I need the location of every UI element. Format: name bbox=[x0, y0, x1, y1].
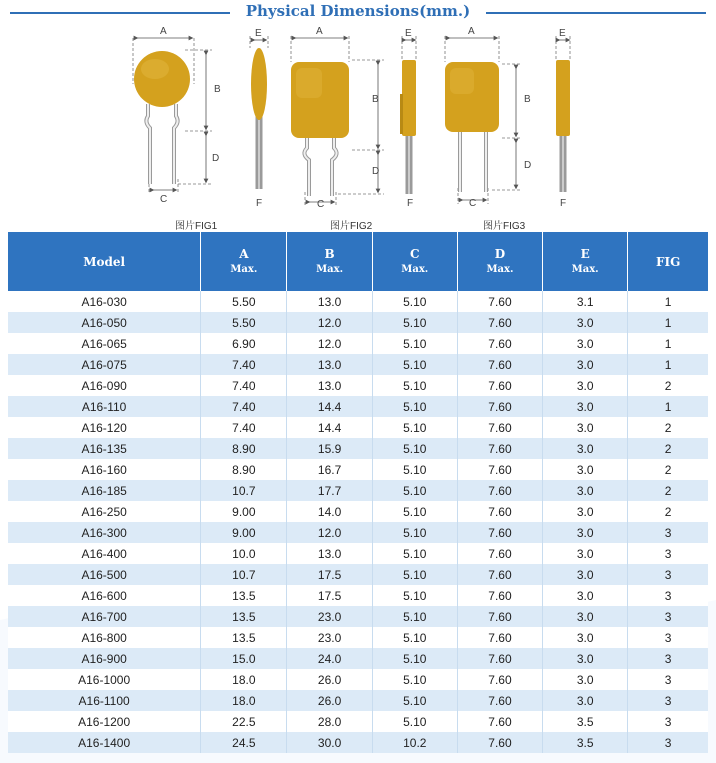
table-row bbox=[8, 417, 708, 438]
column-header-b bbox=[287, 232, 372, 291]
table-cell: 7.60 bbox=[457, 669, 542, 690]
table-cell: 3.0 bbox=[543, 480, 628, 501]
table-cell: 7.60 bbox=[457, 459, 542, 480]
table-cell: 3.5 bbox=[543, 732, 628, 753]
column-header-a bbox=[201, 232, 287, 291]
table-cell: 13.0 bbox=[287, 375, 372, 396]
table-cell: A16-900 bbox=[8, 648, 201, 669]
table-cell: 5.10 bbox=[372, 543, 457, 564]
table-row bbox=[8, 354, 708, 375]
table-cell: 1 bbox=[628, 291, 708, 312]
table-cell: 10.7 bbox=[201, 480, 287, 501]
table-cell: A16-800 bbox=[8, 627, 201, 648]
table-cell: 5.10 bbox=[372, 564, 457, 585]
column-header-label: A bbox=[239, 246, 249, 261]
column-header-label: Model bbox=[83, 254, 126, 269]
column-header-e bbox=[543, 232, 628, 291]
fig2-side-drawing bbox=[400, 60, 416, 194]
table-cell: 3 bbox=[628, 690, 708, 711]
table-cell: 16.7 bbox=[287, 459, 372, 480]
table-cell: 7.60 bbox=[457, 417, 542, 438]
column-header-unit: Max. bbox=[230, 263, 258, 275]
table-cell: 5.10 bbox=[372, 501, 457, 522]
table-cell: 7.60 bbox=[457, 522, 542, 543]
column-header-label: C bbox=[409, 246, 420, 261]
fig2-dim-d: D bbox=[372, 166, 380, 177]
table-cell: 7.60 bbox=[457, 564, 542, 585]
table-cell: A16-1000 bbox=[8, 669, 201, 690]
table-cell: 3.0 bbox=[543, 438, 628, 459]
table-cell: 3.0 bbox=[543, 459, 628, 480]
table-cell: 3.0 bbox=[543, 543, 628, 564]
table-cell: 23.0 bbox=[287, 627, 372, 648]
table-cell: 3.0 bbox=[543, 501, 628, 522]
table-cell: 7.60 bbox=[457, 291, 542, 312]
table-cell: 15.0 bbox=[201, 648, 287, 669]
table-cell: 3.0 bbox=[543, 669, 628, 690]
table-cell: 7.60 bbox=[457, 585, 542, 606]
table-row bbox=[8, 732, 708, 753]
table-cell: 3.0 bbox=[543, 648, 628, 669]
table-cell: 3.0 bbox=[543, 606, 628, 627]
table-row bbox=[8, 564, 708, 585]
table-cell: 5.10 bbox=[372, 711, 457, 732]
table-cell: 2 bbox=[628, 438, 708, 459]
table-cell: A16-250 bbox=[8, 501, 201, 522]
table-cell: 7.60 bbox=[457, 606, 542, 627]
fig3-dim-b: B bbox=[524, 94, 531, 105]
fig2-caption: 图片FIG2 bbox=[330, 221, 373, 232]
table-cell: 7.40 bbox=[201, 396, 287, 417]
table-cell: 5.50 bbox=[201, 291, 287, 312]
table-row bbox=[8, 396, 708, 417]
table-cell: 26.0 bbox=[287, 669, 372, 690]
column-header-model bbox=[8, 232, 201, 291]
table-row bbox=[8, 501, 708, 522]
table-cell: 7.60 bbox=[457, 690, 542, 711]
table-cell: 2 bbox=[628, 417, 708, 438]
table-row bbox=[8, 606, 708, 627]
fig1-dim-d: D bbox=[212, 153, 220, 164]
table-cell: A16-700 bbox=[8, 606, 201, 627]
table-cell: 23.0 bbox=[287, 606, 372, 627]
table-cell: 12.0 bbox=[287, 312, 372, 333]
table-cell: 3 bbox=[628, 606, 708, 627]
table-cell: 12.0 bbox=[287, 522, 372, 543]
table-cell: 3 bbox=[628, 669, 708, 690]
fig2-dim-b: B bbox=[372, 94, 379, 105]
page-title: Physical Dimensions(mm.) bbox=[245, 2, 471, 20]
table-cell: 17.5 bbox=[287, 585, 372, 606]
title-rule-right bbox=[486, 12, 706, 14]
table-cell: 30.0 bbox=[287, 732, 372, 753]
fig2-dim-f: F bbox=[407, 198, 414, 209]
table-cell: 5.10 bbox=[372, 585, 457, 606]
column-header-label: E bbox=[580, 246, 590, 261]
table-cell: 7.60 bbox=[457, 480, 542, 501]
table-cell: 5.10 bbox=[372, 291, 457, 312]
table-cell: 2 bbox=[628, 480, 708, 501]
table-row bbox=[8, 480, 708, 501]
table-cell: 5.10 bbox=[372, 438, 457, 459]
table-cell: 3 bbox=[628, 627, 708, 648]
table-row bbox=[8, 375, 708, 396]
column-header-c bbox=[372, 232, 457, 291]
table-row bbox=[8, 711, 708, 732]
table-cell: 3.0 bbox=[543, 396, 628, 417]
table-cell: 9.00 bbox=[201, 522, 287, 543]
table-cell: 3 bbox=[628, 543, 708, 564]
table-cell: A16-185 bbox=[8, 480, 201, 501]
table-cell: 13.0 bbox=[287, 291, 372, 312]
table-cell: 7.60 bbox=[457, 396, 542, 417]
table-cell: 7.60 bbox=[457, 312, 542, 333]
table-cell: 7.40 bbox=[201, 417, 287, 438]
column-header-unit: Max. bbox=[571, 263, 599, 275]
table-cell: 7.60 bbox=[457, 438, 542, 459]
table-cell: 7.60 bbox=[457, 501, 542, 522]
table-cell: 18.0 bbox=[201, 690, 287, 711]
table-cell: 22.5 bbox=[201, 711, 287, 732]
dimension-figures bbox=[0, 24, 716, 230]
table-cell: 7.60 bbox=[457, 711, 542, 732]
fig3-dim-e: E bbox=[559, 28, 566, 39]
column-header-unit: Max. bbox=[486, 263, 514, 275]
dimensions-table bbox=[8, 232, 708, 753]
column-header-d bbox=[457, 232, 542, 291]
table-cell: A16-1400 bbox=[8, 732, 201, 753]
fig3-side-drawing bbox=[556, 60, 570, 192]
column-header-label: B bbox=[324, 246, 335, 261]
table-cell: A16-300 bbox=[8, 522, 201, 543]
table-cell: A16-110 bbox=[8, 396, 201, 417]
table-cell: 7.60 bbox=[457, 543, 542, 564]
table-cell: 3 bbox=[628, 648, 708, 669]
table-cell: 3.0 bbox=[543, 312, 628, 333]
table-cell: 7.40 bbox=[201, 354, 287, 375]
table-row bbox=[8, 438, 708, 459]
fig3-dim-f: F bbox=[560, 198, 567, 209]
table-body bbox=[8, 291, 708, 753]
column-header-unit: Max. bbox=[401, 263, 429, 275]
table-cell: 3.0 bbox=[543, 417, 628, 438]
table-cell: A16-1100 bbox=[8, 690, 201, 711]
fig3-dim-c: C bbox=[469, 198, 477, 209]
column-header-label: D bbox=[494, 246, 506, 261]
fig1-dim-a: A bbox=[160, 26, 167, 37]
fig1-dim-e: E bbox=[255, 28, 262, 39]
table-cell: 5.10 bbox=[372, 606, 457, 627]
table-cell: 7.60 bbox=[457, 354, 542, 375]
table-cell: 10.0 bbox=[201, 543, 287, 564]
table-cell: 14.4 bbox=[287, 396, 372, 417]
table-cell: 3.0 bbox=[543, 354, 628, 375]
table-cell: 10.2 bbox=[372, 732, 457, 753]
table-cell: 24.5 bbox=[201, 732, 287, 753]
table-cell: 3.0 bbox=[543, 522, 628, 543]
fig2-dim-a: A bbox=[316, 26, 323, 37]
table-cell: 5.10 bbox=[372, 333, 457, 354]
table-cell: 1 bbox=[628, 354, 708, 375]
fig1-caption: 图片FIG1 bbox=[175, 221, 218, 232]
table-cell: 18.0 bbox=[201, 669, 287, 690]
table-cell: 24.0 bbox=[287, 648, 372, 669]
table-row bbox=[8, 291, 708, 312]
table-cell: A16-065 bbox=[8, 333, 201, 354]
table-cell: 17.5 bbox=[287, 564, 372, 585]
table-cell: 3 bbox=[628, 732, 708, 753]
table-cell: 5.10 bbox=[372, 375, 457, 396]
fig2-dim-e: E bbox=[405, 28, 412, 39]
table-cell: 3.5 bbox=[543, 711, 628, 732]
table-cell: 5.10 bbox=[372, 627, 457, 648]
table-cell: 3 bbox=[628, 585, 708, 606]
fig3-front-drawing bbox=[445, 62, 499, 192]
table-cell: 3 bbox=[628, 564, 708, 585]
table-cell: 7.60 bbox=[457, 333, 542, 354]
table-row bbox=[8, 648, 708, 669]
table-cell: 3 bbox=[628, 522, 708, 543]
table-row bbox=[8, 333, 708, 354]
dimension-drawings bbox=[0, 24, 716, 230]
table-cell: 9.00 bbox=[201, 501, 287, 522]
table-cell: 2 bbox=[628, 501, 708, 522]
table-cell: A16-135 bbox=[8, 438, 201, 459]
table-cell: 5.10 bbox=[372, 396, 457, 417]
fig1-side-drawing bbox=[251, 48, 267, 189]
table-cell: 1 bbox=[628, 396, 708, 417]
table-cell: 2 bbox=[628, 375, 708, 396]
table-cell: 5.50 bbox=[201, 312, 287, 333]
table-cell: 5.10 bbox=[372, 354, 457, 375]
column-header-label: FIG bbox=[655, 254, 681, 269]
fig1-dim-c: C bbox=[160, 194, 168, 205]
table-cell: 3.0 bbox=[543, 690, 628, 711]
fig2-dim-c: C bbox=[317, 199, 325, 210]
table-header-row bbox=[8, 232, 708, 291]
table-cell: 1 bbox=[628, 312, 708, 333]
table-cell: 7.60 bbox=[457, 648, 542, 669]
table-cell: 5.10 bbox=[372, 312, 457, 333]
table-cell: 13.5 bbox=[201, 585, 287, 606]
table-cell: A16-500 bbox=[8, 564, 201, 585]
fig3-caption: 图片FIG3 bbox=[483, 221, 526, 232]
title-bar bbox=[0, 0, 716, 26]
table-row bbox=[8, 543, 708, 564]
table-cell: 3.0 bbox=[543, 375, 628, 396]
table-cell: 3 bbox=[628, 711, 708, 732]
table-cell: 3.1 bbox=[543, 291, 628, 312]
table-cell: 5.10 bbox=[372, 648, 457, 669]
fig1-front-drawing bbox=[134, 51, 190, 184]
table-cell: 7.60 bbox=[457, 375, 542, 396]
table-cell: 13.0 bbox=[287, 354, 372, 375]
table-cell: 7.60 bbox=[457, 732, 542, 753]
table-cell: 10.7 bbox=[201, 564, 287, 585]
table-cell: 7.40 bbox=[201, 375, 287, 396]
table-cell: 8.90 bbox=[201, 459, 287, 480]
table-cell: 2 bbox=[628, 459, 708, 480]
table-cell: 5.10 bbox=[372, 459, 457, 480]
table-row bbox=[8, 627, 708, 648]
table-cell: 17.7 bbox=[287, 480, 372, 501]
table-cell: A16-050 bbox=[8, 312, 201, 333]
table-cell: 1 bbox=[628, 333, 708, 354]
table-cell: 14.4 bbox=[287, 417, 372, 438]
table-cell: 14.0 bbox=[287, 501, 372, 522]
table-cell: 5.10 bbox=[372, 417, 457, 438]
table-cell: 3.0 bbox=[543, 333, 628, 354]
table-cell: 5.10 bbox=[372, 480, 457, 501]
table-cell: 5.10 bbox=[372, 669, 457, 690]
table-cell: 3.0 bbox=[543, 627, 628, 648]
table-cell: 13.0 bbox=[287, 543, 372, 564]
fig3-dim-a: A bbox=[468, 26, 475, 37]
table-cell: 5.10 bbox=[372, 522, 457, 543]
table-cell: 6.90 bbox=[201, 333, 287, 354]
table-row bbox=[8, 459, 708, 480]
table-row bbox=[8, 669, 708, 690]
table-cell: 28.0 bbox=[287, 711, 372, 732]
title-rule-left bbox=[10, 12, 230, 14]
table-cell: A16-160 bbox=[8, 459, 201, 480]
table-cell: 12.0 bbox=[287, 333, 372, 354]
table-cell: A16-030 bbox=[8, 291, 201, 312]
table-cell: 7.60 bbox=[457, 627, 542, 648]
table-row bbox=[8, 312, 708, 333]
table-cell: A16-400 bbox=[8, 543, 201, 564]
table-cell: 13.5 bbox=[201, 606, 287, 627]
fig3-dim-d: D bbox=[524, 160, 532, 171]
table-cell: 5.10 bbox=[372, 690, 457, 711]
table-cell: 15.9 bbox=[287, 438, 372, 459]
column-header-unit: Max. bbox=[316, 263, 344, 275]
table-row bbox=[8, 690, 708, 711]
table-row bbox=[8, 522, 708, 543]
table-cell: A16-120 bbox=[8, 417, 201, 438]
fig1-dim-f: F bbox=[256, 198, 263, 209]
table-cell: 3.0 bbox=[543, 564, 628, 585]
table-cell: 8.90 bbox=[201, 438, 287, 459]
table-cell: 3.0 bbox=[543, 585, 628, 606]
table-cell: A16-075 bbox=[8, 354, 201, 375]
fig2-front-drawing bbox=[291, 62, 349, 196]
fig1-dim-b: B bbox=[214, 84, 221, 95]
table-row bbox=[8, 585, 708, 606]
table-cell: A16-600 bbox=[8, 585, 201, 606]
table-cell: 13.5 bbox=[201, 627, 287, 648]
table-cell: A16-090 bbox=[8, 375, 201, 396]
column-header-fig bbox=[628, 232, 708, 291]
table-cell: A16-1200 bbox=[8, 711, 201, 732]
table-cell: 26.0 bbox=[287, 690, 372, 711]
